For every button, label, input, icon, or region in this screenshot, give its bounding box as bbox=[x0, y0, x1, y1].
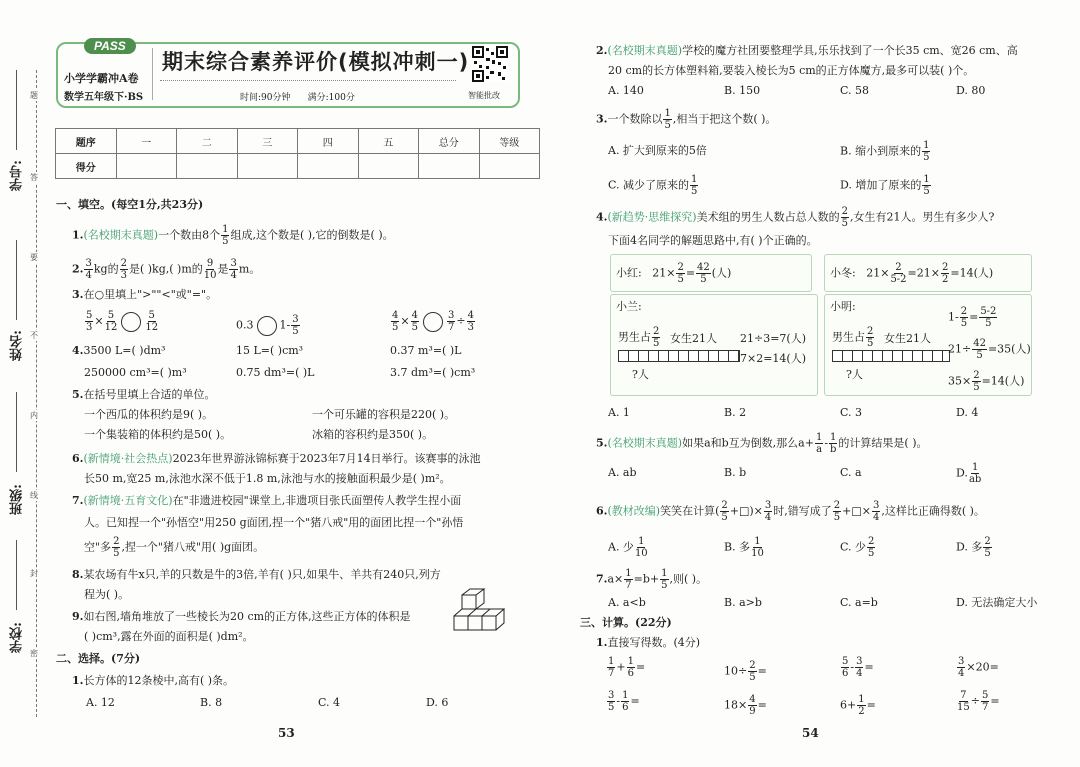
xiaoming-question: ?人 bbox=[846, 368, 863, 381]
score-cell[interactable] bbox=[298, 154, 359, 179]
gutter-char: 内 bbox=[30, 411, 38, 420]
xiaolan-girl-label: 女生21人 bbox=[670, 332, 717, 345]
xiaolan-step2: 7×2=14(人) bbox=[740, 352, 807, 365]
option[interactable]: D. 无法确定大小 bbox=[956, 596, 1038, 609]
calc-item: $\frac{3}{4}$ ×20= bbox=[958, 656, 999, 679]
choice-2: 2.(名校期末真题)学校的魔方社团要整理学具,乐乐找到了一个长35 cm、宽26 cm、高 bbox=[596, 44, 1018, 57]
unit-item: 一个集装箱的体积约是50( )。 bbox=[84, 428, 232, 441]
question-4: 4.3500 L=( )dm³ bbox=[72, 344, 166, 357]
score-table bbox=[55, 128, 540, 179]
choice-3: 3.一个数除以 $\frac{1}{5}$ ,相当于把这个数( )。 bbox=[596, 108, 777, 131]
unit-item: 冰箱的容积约是350( )。 bbox=[312, 428, 434, 441]
series-name: 小学学霸冲A卷 bbox=[64, 72, 139, 85]
option[interactable]: A. 140 bbox=[608, 84, 644, 97]
question-7-line2: 人。已知捏一个"孙悟空"用250 g面团,捏一个"猪八戒"用的面团比捏一个"孙悟 bbox=[84, 516, 464, 529]
qr-caption: 智能批改 bbox=[468, 91, 500, 100]
score-header-cell: 四 bbox=[298, 129, 359, 154]
calc-item: $\frac{1}{7}$ + $\frac{1}{6}$ = bbox=[608, 656, 646, 679]
score-header-cell: 二 bbox=[177, 129, 238, 154]
question-3: 3.在○里填上">""<"或"="。 bbox=[72, 288, 218, 301]
question-6: 6.(新情境·社会热点)2023年世界游泳锦标赛于2023年7月14日举行。该赛事的泳池 bbox=[72, 452, 481, 465]
option[interactable]: D. 多 $\frac{2}{5}$ bbox=[956, 536, 991, 559]
brand-logo: PASS bbox=[84, 38, 136, 54]
conversion: 3.7 dm³=( )cm³ bbox=[390, 366, 476, 379]
conversion: 0.75 dm³=( )L bbox=[236, 366, 315, 379]
calc-item: $\frac{3}{5}$ - $\frac{1}{6}$ = bbox=[608, 690, 640, 713]
option[interactable]: B. 2 bbox=[724, 406, 747, 419]
option[interactable]: C. a bbox=[840, 466, 862, 479]
compare-circle[interactable] bbox=[121, 312, 141, 332]
option[interactable]: A. 1 bbox=[608, 406, 630, 419]
score-header-cell: 一 bbox=[116, 129, 177, 154]
gutter-char: 答 bbox=[30, 173, 38, 182]
option[interactable]: A. 少 $\frac{1}{10}$ bbox=[608, 536, 648, 559]
stacked-cubes-figure bbox=[452, 588, 514, 640]
class-label: 班级: bbox=[10, 484, 25, 515]
gutter-char: 要 bbox=[30, 253, 38, 262]
xiaolan-step1: 21÷3=7(人) bbox=[740, 332, 807, 345]
student-id-label: 学号: bbox=[10, 160, 25, 191]
segment-bar bbox=[832, 350, 950, 362]
option[interactable]: D. $\frac{1}{ab}$ bbox=[956, 462, 982, 485]
unit-item: 一个西瓜的体积约是9( )。 bbox=[84, 408, 214, 421]
conversion: 15 L=( )cm³ bbox=[236, 344, 304, 357]
gutter-char: 不 bbox=[30, 331, 38, 340]
calc-1: 1.直接写得数。(4分) bbox=[596, 636, 701, 649]
school-label: 学校: bbox=[10, 622, 25, 653]
option[interactable]: D. 6 bbox=[426, 696, 449, 709]
xiaolan-name: 小兰: bbox=[616, 300, 642, 313]
segment-bar bbox=[618, 350, 740, 362]
compare-1: $\frac{5}{3}$ × $\frac{5}{12}$ $\frac{5}{12}$ bbox=[86, 310, 159, 333]
option[interactable]: A. a<b bbox=[608, 596, 646, 609]
score-cell[interactable] bbox=[358, 154, 419, 179]
option[interactable]: D. 增加了原来的 $\frac{1}{5}$ bbox=[840, 174, 930, 197]
xiaoming-step3: 35× $\frac{2}{5}$ =14(人) bbox=[948, 370, 1025, 393]
score-cell[interactable] bbox=[419, 154, 480, 179]
conversion: 0.37 m³=( )L bbox=[390, 344, 462, 357]
compare-2: 0.3 1- $\frac{3}{5}$ bbox=[236, 314, 299, 337]
calc-item: $\frac{5}{6}$ - $\frac{3}{4}$ = bbox=[842, 656, 874, 679]
exam-time: 时间:90分钟 满分:100分 bbox=[240, 93, 355, 103]
option[interactable]: C. 减少了原来的 $\frac{1}{5}$ bbox=[608, 174, 698, 197]
xiaolan-boy-label: 男生占 $\frac{2}{5}$ bbox=[618, 326, 660, 349]
page-number: 54 bbox=[802, 726, 819, 740]
xiaohong-solution: 小红: 21× $\frac{2}{5}$ = $\frac{42}{5}$ (人) bbox=[616, 262, 732, 285]
score-header-cell: 五 bbox=[358, 129, 419, 154]
option[interactable]: C. 4 bbox=[318, 696, 341, 709]
xiaodong-solution: 小冬: 21× $\frac{2}{5-2}$ =21× $\frac{2}{2}$ =14(人) bbox=[830, 262, 994, 285]
score-header-cell: 三 bbox=[237, 129, 298, 154]
gutter-char: 题 bbox=[30, 91, 38, 100]
score-header-cell: 总分 bbox=[419, 129, 480, 154]
option[interactable]: B. b bbox=[724, 466, 747, 479]
choice-1: 1.长方体的12条棱中,高有( )条。 bbox=[72, 674, 235, 687]
score-header-cell: 题序 bbox=[56, 129, 117, 154]
section-choice: 二、选择。(7分) bbox=[56, 652, 141, 665]
choice-6: 6.(教材改编)笑笑在计算( $\frac{2}{5}$ +□)× $\frac{3}{4}$ 时,错写成了 $\frac{2}{5}$ +□× $\frac{3}{4}$ ,这样比正确得数( )。 bbox=[596, 500, 985, 523]
name-label: 姓名: bbox=[10, 330, 25, 361]
score-row-label: 得分 bbox=[56, 154, 117, 179]
xiaoming-name: 小明: bbox=[830, 300, 856, 313]
compare-3: $\frac{4}{5}$ × $\frac{4}{5}$ $\frac{3}{7}$ ÷ $\frac{4}{3}$ bbox=[392, 310, 474, 333]
xiaoming-step1: 1- $\frac{2}{5}$ = $\frac{5-2}{5}$ bbox=[948, 306, 997, 329]
score-cell[interactable] bbox=[116, 154, 177, 179]
binding-gutter bbox=[0, 0, 48, 767]
option[interactable]: A. 扩大到原来的5倍 bbox=[608, 144, 707, 157]
section-calc: 三、计算。(22分) bbox=[580, 616, 672, 629]
choice-2-line2: 20 cm的长方体塑料箱,要装入棱长为5 cm的正方体魔方,最多可以装( )个。 bbox=[608, 64, 975, 77]
calc-item: 6+ $\frac{1}{2}$ = bbox=[840, 694, 876, 717]
question-1: 1.(名校期末真题)一个数由8个 $\frac{1}{5}$ 组成,这个数是( ),它的倒数是( )。 bbox=[72, 224, 394, 247]
gutter-char: 线 bbox=[30, 491, 38, 500]
question-6-line2: 长50 m,宽25 m,泳池水深不低于1.8 m,泳池与水的接触面积最少是( )m²。 bbox=[84, 472, 451, 485]
question-9: 9.如右图,墙角堆放了一些棱长为20 cm的正方体,这些正方体的体积是 bbox=[72, 610, 411, 623]
option[interactable]: D. 4 bbox=[956, 406, 979, 419]
gutter-char: 密 bbox=[30, 649, 38, 658]
xiaoming-step2: 21÷ $\frac{42}{5}$ =35(人) bbox=[948, 338, 1031, 361]
option[interactable]: A. 12 bbox=[86, 696, 115, 709]
choice-7: 7.a× $\frac{1}{7}$ =b+ $\frac{1}{5}$ ,则( )。 bbox=[596, 568, 708, 591]
choice-5: 5.(名校期末真题)如果a和b互为倒数,那么a+ $\frac{1}{a}$ - $\frac{1}{b}$ 的计算结果是( )。 bbox=[596, 432, 928, 455]
question-2: 2. $\frac{3}{4}$ kg的 $\frac{2}{3}$ 是( )kg,( )m的 $\frac{9}{10}$ 是 $\frac{3}{4}$ m。 bbox=[72, 258, 261, 281]
option[interactable]: B. 150 bbox=[724, 84, 761, 97]
gutter-char: 封 bbox=[30, 569, 38, 578]
score-cell[interactable] bbox=[177, 154, 238, 179]
question-7: 7.(新情境·五育文化)在"非遗进校园"课堂上,非遗项目张氏面塑传人教学生捏小面 bbox=[72, 494, 462, 507]
option[interactable]: C. a=b bbox=[840, 596, 878, 609]
option[interactable]: A. ab bbox=[608, 466, 637, 479]
compare-circle[interactable] bbox=[423, 312, 443, 332]
calc-item: 10÷ $\frac{2}{5}$ = bbox=[724, 660, 767, 683]
option[interactable]: C. 少 $\frac{2}{5}$ bbox=[840, 536, 875, 559]
question-9-line2: ( )cm³,露在外面的面积是( )dm²。 bbox=[84, 630, 254, 643]
option[interactable]: B. 8 bbox=[200, 696, 223, 709]
compare-circle[interactable] bbox=[257, 316, 277, 336]
choice-4-line2: 下面4名同学的解题思路中,有( )个正确的。 bbox=[608, 234, 818, 247]
calc-item: 18× $\frac{4}{9}$ = bbox=[724, 694, 767, 717]
option[interactable]: B. a>b bbox=[724, 596, 762, 609]
xiaoming-girl-label: 女生21人 bbox=[884, 332, 931, 345]
option[interactable]: B. 缩小到原来的 $\frac{1}{5}$ bbox=[840, 140, 930, 163]
question-8: 8.某农场有牛x只,羊的只数是牛的3倍,羊有( )只,如果牛、羊共有240只,列方 bbox=[72, 568, 441, 581]
score-header-cell: 等级 bbox=[479, 129, 540, 154]
conversion: 250000 cm³=( )m³ bbox=[84, 366, 187, 379]
option[interactable]: C. 3 bbox=[840, 406, 863, 419]
option[interactable]: C. 58 bbox=[840, 84, 870, 97]
choice-4: 4.(新趋势·思维探究)美术组的男生人数占总人数的 $\frac{2}{5}$ ,女生有21人。男生有多少人? bbox=[596, 206, 995, 229]
right-page bbox=[540, 0, 1080, 767]
xiaoming-boy-label: 男生占 $\frac{2}{5}$ bbox=[832, 326, 874, 349]
option[interactable]: B. 多 $\frac{1}{10}$ bbox=[724, 536, 764, 559]
page-number: 53 bbox=[278, 726, 295, 740]
score-cell[interactable] bbox=[237, 154, 298, 179]
score-cell[interactable] bbox=[479, 154, 540, 179]
unit-item: 一个可乐罐的容积是220( )。 bbox=[312, 408, 456, 421]
xiaolan-question: ?人 bbox=[632, 368, 649, 381]
option[interactable]: D. 80 bbox=[956, 84, 986, 97]
subject-grade: 数学五年级下·BS bbox=[64, 92, 144, 103]
question-7-line3: 空"多 $\frac{2}{5}$ ,捏一个"猪八戒"用( )g面团。 bbox=[84, 536, 265, 559]
calc-item: $\frac{7}{15}$ ÷ $\frac{5}{7}$ = bbox=[957, 690, 1000, 713]
question-8-line2: 程为( )。 bbox=[84, 588, 130, 601]
qr-code-icon[interactable] bbox=[472, 46, 508, 82]
question-5: 5.在括号里填上合适的单位。 bbox=[72, 388, 216, 401]
exam-title: 期末综合素养评价(模拟冲刺一) bbox=[162, 50, 470, 74]
section-fill-blank: 一、填空。(每空1分,共23分) bbox=[56, 198, 204, 211]
